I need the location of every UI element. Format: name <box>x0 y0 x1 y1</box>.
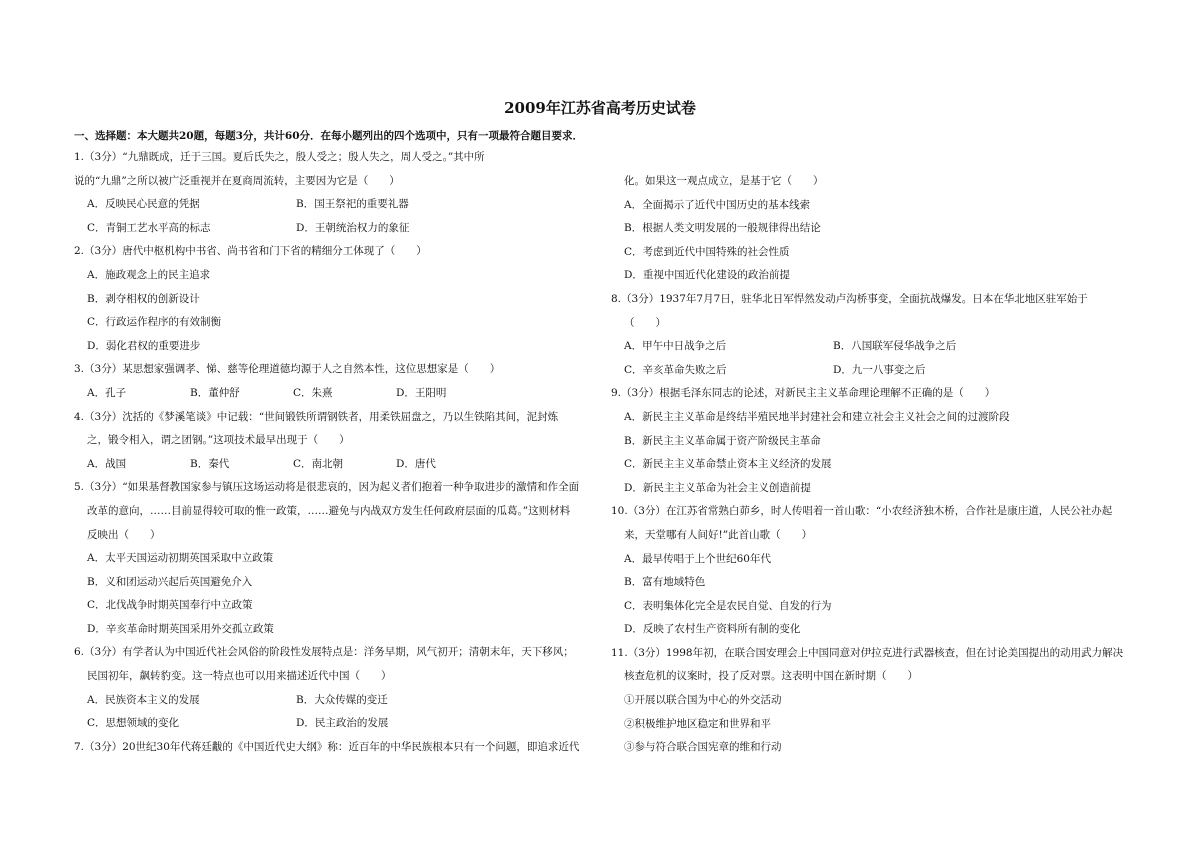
option-row <box>74 712 594 736</box>
answer-option: B．董仲舒 <box>190 386 240 399</box>
question-stem: 1.（3分）“九鼎既成，迁于三国。夏后氏失之，殷人受之；殷人失之，周人受之。”其中所 <box>74 151 485 163</box>
question-line: D．反映了农村生产资料所有制的变化 <box>624 623 801 636</box>
answer-option: B．秦代 <box>190 457 230 470</box>
answer-option: C．辛亥革命失败之后 <box>624 363 727 376</box>
question-line: ②积极维护地区稳定和世界和平 <box>624 717 771 730</box>
question-line: D．重视中国近代化建设的政治前提 <box>624 269 790 282</box>
option-row <box>611 359 1136 383</box>
question-line: A．太平天国运动初期英国采取中立政策 <box>87 552 274 565</box>
question-line: 核查危机的议案时，投了反对票。这表明中国在新时期（ ） <box>624 670 918 683</box>
question-stem: 8.（3分）1937年7月7日，驻华北日军悍然发动卢沟桥事变，全面抗战爆发。日本在华北地区驻军始于 <box>611 292 1088 305</box>
question-line: B．新民主主义革命属于资产阶级民主革命 <box>624 434 821 447</box>
option-row <box>74 453 594 477</box>
question-line: ③参与符合联合国宪章的维和行动 <box>624 741 782 754</box>
question-stem: 6.（3分）有学者认为中国近代社会风俗的阶段性发展特点是：洋务早期，风气初开；清朝末年，天下移风； <box>74 646 574 659</box>
answer-option: A．孔子 <box>87 386 127 399</box>
answer-option: C．思想领域的变化 <box>87 717 180 730</box>
question-line: B．剥夺相权的创新设计 <box>87 292 200 305</box>
question-line: C．行政运作程序的有效制衡 <box>87 316 222 329</box>
question-line: 民国初年，飙转豹变。这一特点也可以用来描述近代中国（ ） <box>87 670 392 683</box>
question-line: D．辛亥革命时期英国采用外交孤立政策 <box>87 622 274 635</box>
answer-option: A．战国 <box>87 457 127 470</box>
question-stem: 10.（3分）在江苏省常熟白茆乡，时人传唱着一首山歌：“小农经济独木桥，合作社是康庄道，人民公社办起 <box>611 505 1113 518</box>
question-stem: 2.（3分）唐代中枢机构中书省、尚书省和门下省的精细分工体现了（ ） <box>74 245 427 258</box>
question-line: C．表明集体化完全是农民自觉、自发的行为 <box>624 599 832 612</box>
question-line: 改革的意向，……目前显得较可取的惟一政策，……避免与内战双方发生任何政府层面的瓜葛。”这则材料 <box>87 504 571 517</box>
answer-option: D．王阳明 <box>396 386 447 399</box>
section-heading: 一、选择题：本大题共20题，每题3分，共计60分．在每小题列出的四个选项中，只有一项最符合题目要求． <box>74 130 584 142</box>
right-column <box>611 170 1136 760</box>
question-stem: 11.（3分）1998年初，在联合国安理会上中国同意对伊拉克进行武器核查，但在讨论美国提出的动用武力解决 <box>611 646 1124 659</box>
question-line: B．根据人类文明发展的一般规律得出结论 <box>624 222 821 235</box>
answer-option: A．甲午中日战争之后 <box>624 340 727 353</box>
question-line: A．新民主主义革命是终结半殖民地半封建社会和建立社会主义社会之间的过渡阶段 <box>624 410 1010 423</box>
answer-option: D．王朝统治权力的象征 <box>296 221 410 234</box>
question-stem: 5.（3分）“如果基督教国家参与镇压这场运动将是很悲哀的，因为起义者们抱着一种争取进步的激情和作全面 <box>74 481 580 494</box>
answer-option: D．唐代 <box>396 457 436 470</box>
option-row <box>74 382 594 406</box>
question-line: 来，天堂哪有人间好!”此首山歌（ ） <box>624 528 813 541</box>
answer-option: C．朱熹 <box>293 386 333 399</box>
answer-option: A．民族资本主义的发展 <box>87 693 200 706</box>
option-row <box>74 217 594 241</box>
question-stem: 3.（3分）某思想家强调孝、悌、慈等伦理道德均源于人之自然本性，这位思想家是（ ） <box>74 363 501 376</box>
question-stem: 说的“九鼎”之所以被广泛重视并在夏商周流转，主要因为它是（ ） <box>74 174 400 187</box>
answer-option: D．民主政治的发展 <box>296 717 389 730</box>
answer-option: B．八国联军侵华战争之后 <box>833 340 957 353</box>
question-line: A．施政观念上的民主追求 <box>87 268 211 281</box>
exam-title: 2009年江苏省高考历史试卷 <box>504 99 696 117</box>
answer-option: B．大众传媒的变迁 <box>296 693 388 706</box>
question-line: 之，锻令相入，谓之团钢。”这项技术最早出现于（ ） <box>87 434 350 447</box>
option-row <box>74 689 594 713</box>
question-line: （ ） <box>624 316 666 329</box>
question-line: A．最早传唱于上个世纪60年代 <box>624 552 771 565</box>
question-line: C．新民主主义革命禁止资本主义经济的发展 <box>624 458 832 471</box>
question-line: 化。如果这一观点成立，是基于它（ ） <box>624 175 824 187</box>
question-line: D．弱化君权的重要进步 <box>87 339 201 352</box>
question-line: A．全面揭示了近代中国历史的基本线索 <box>624 198 811 211</box>
answer-option: D．九一八事变之后 <box>833 363 926 376</box>
question-line: ①开展以联合国为中心的外交活动 <box>624 694 782 707</box>
question-line: C．北伐战争时期英国奉行中立政策 <box>87 599 253 612</box>
answer-option: B．国王祭祀的重要礼器 <box>296 198 409 211</box>
question-line: B．义和团运动兴起后英国避免介入 <box>87 575 253 588</box>
answer-option: C．青铜工艺水平高的标志 <box>87 221 211 234</box>
question-line: C．考虑到近代中国特殊的社会性质 <box>624 245 790 258</box>
question-line: 反映出（ ） <box>87 528 161 541</box>
option-row <box>611 335 1136 359</box>
question-line: D．新民主主义革命为社会主义创造前提 <box>624 481 811 494</box>
option-row <box>74 193 594 217</box>
question-line: B．富有地域特色 <box>624 576 706 589</box>
answer-option: A．反映民心民意的凭据 <box>87 198 200 211</box>
question-stem: 7.（3分）20世纪30年代蒋廷黻的《中国近代史大纲》称：近百年的中华民族根本只有一个问题，即追求近代 <box>74 740 580 753</box>
question-stem: 9.（3分）根据毛泽东同志的论述，对新民主主义革命理论理解不正确的是（ ） <box>611 387 996 400</box>
left-column <box>74 146 594 759</box>
answer-option: C．南北朝 <box>293 457 344 470</box>
question-stem: 4.（3分）沈括的《梦溪笔谈》中记载：“世间锻铁所谓钢铁者，用柔铁屈盘之，乃以生铁陷其间，泥封炼 <box>74 410 559 423</box>
